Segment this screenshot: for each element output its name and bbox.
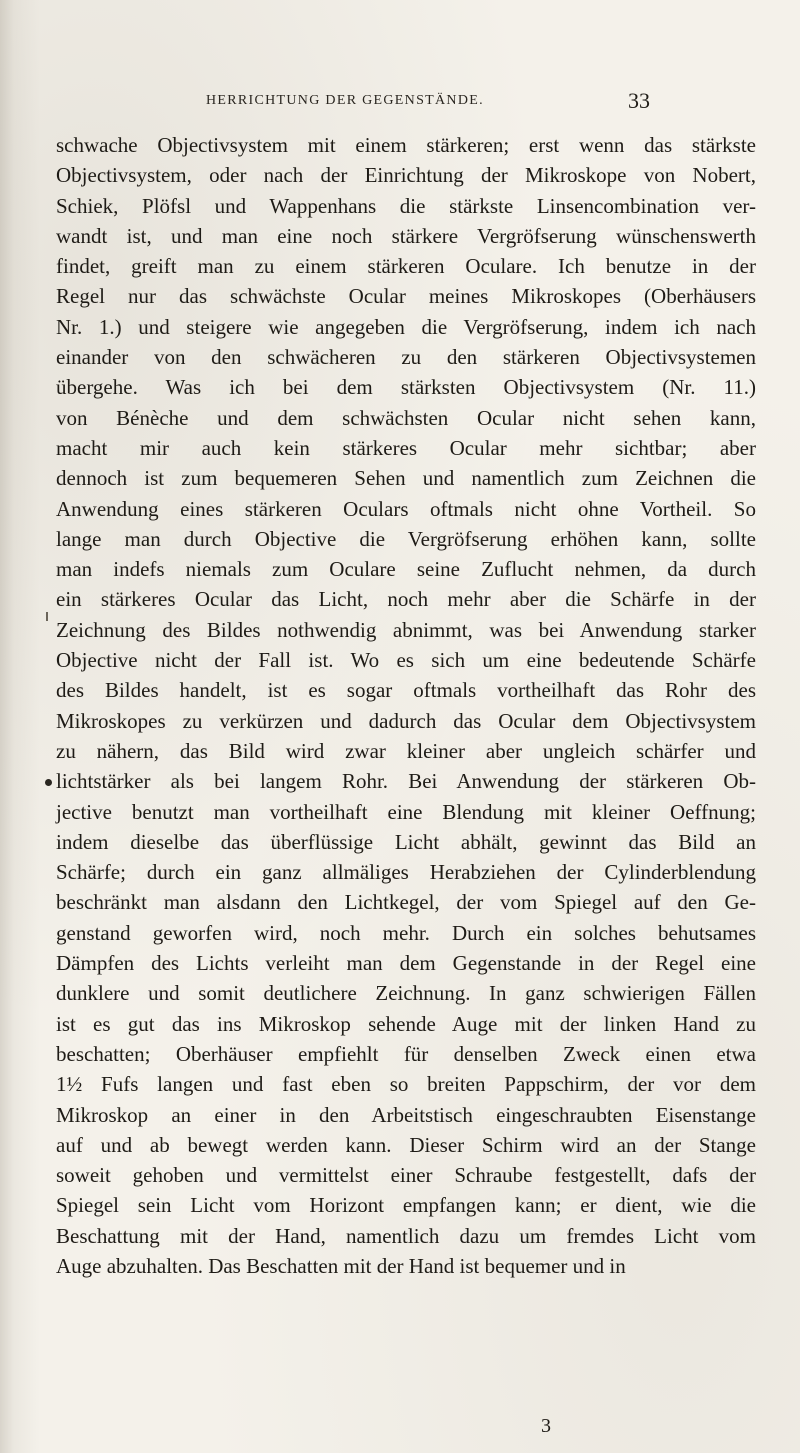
text-line: indem dieselbe das überflüssige Licht abhält, gewinnt das Bild an (56, 829, 756, 854)
text-line: Objective nicht der Fall ist. Wo es sich um eine bedeutende Schärfe (56, 648, 756, 673)
text-line: Schiek, Plöfsl und Wappenhans die stärkste Linsencombination ver- (56, 193, 756, 218)
text-line: auf und ab bewegt werden kann. Dieser Schirm wird an der Stange (56, 1132, 756, 1157)
text-line: 1½ Fufs langen und fast eben so breiten Pappschirm, der vor dem (56, 1072, 756, 1097)
text-line: beschatten; Oberhäuser empfiehlt für denselben Zweck einen etwa (56, 1041, 756, 1066)
text-line: Spiegel sein Licht vom Horizont empfangen kann; er dient, wie die (56, 1193, 756, 1218)
text-line: man indefs niemals zum Oculare seine Zuflucht nehmen, da durch (56, 557, 756, 582)
text-line: Mikroskop an einer in den Arbeitstisch eingeschraubten Eisenstange (56, 1102, 756, 1127)
page-number: 33 (628, 88, 650, 113)
signature-mark: 3 (541, 1415, 551, 1437)
text-line: Dämpfen des Lichts verleiht man dem Gegenstande in der Regel eine (56, 951, 756, 976)
text-line: jective benutzt man vortheilhaft eine Blendung mit kleiner Oeffnung; (56, 799, 756, 824)
text-line: übergehe. Was ich bei dem stärksten Objectivsystem (Nr. 11.) (56, 375, 756, 400)
text-line: von Bénèche und dem schwächsten Ocular nicht sehen kann, (56, 405, 756, 430)
text-line: macht mir auch kein stärkeres Ocular mehr sichtbar; aber (56, 435, 756, 460)
text-line: lichtstärker als bei langem Rohr. Bei Anwendung der stärkeren Ob- (56, 769, 756, 794)
text-line: lange man durch Objective die Vergröfserung erhöhen kann, sollte (56, 526, 756, 551)
text-line: Schärfe; durch ein ganz allmäliges Herabziehen der Cylinderblendung (56, 860, 756, 885)
text-line: Anwendung eines stärkeren Oculars oftmals nicht ohne Vortheil. So (56, 496, 756, 521)
text-line: ist es gut das ins Mikroskop sehende Auge mit der linken Hand zu (56, 1011, 756, 1036)
text-line: Zeichnung des Bildes nothwendig abnimmt, was bei Anwendung starker (56, 617, 756, 642)
text-line: ein stärkeres Ocular das Licht, noch mehr aber die Schärfe in der (56, 587, 756, 612)
text-line: wandt ist, und man eine noch stärkere Vergröfserung wünschenswerth (56, 223, 756, 248)
text-line: Nr. 1.) und steigere wie angegeben die Vergröfserung, indem ich nach (56, 314, 756, 339)
text-line: Beschattung mit der Hand, namentlich dazu um fremdes Licht vom (56, 1223, 756, 1248)
text-line: soweit gehoben und vermittelst einer Schraube festgestellt, dafs der (56, 1163, 756, 1188)
body-text (56, 130, 756, 1281)
text-line: Objectivsystem, oder nach der Einrichtung der Mikroskope von Nobert, (56, 163, 756, 188)
running-head: HERRICHTUNG DER GEGENSTÄNDE. (206, 93, 484, 108)
margin-mark (46, 612, 48, 621)
text-line: findet, greift man zu einem stärkeren Oculare. Ich benutze in der (56, 254, 756, 279)
text-line: schwache Objectivsystem mit einem stärkeren; erst wenn das stärkste (56, 133, 756, 157)
text-line: Mikroskopes zu verkürzen und dadurch das Ocular dem Objectivsystem (56, 708, 756, 733)
text-line: beschränkt man alsdann den Lichtkegel, der vom Spiegel auf den Ge- (56, 890, 756, 915)
text-line: dunklere und somit deutlichere Zeichnung. In ganz schwierigen Fällen (56, 981, 756, 1006)
text-line: Auge abzuhalten. Das Beschatten mit der Hand ist bequemer und in (56, 1253, 626, 1278)
text-line: genstand geworfen wird, noch mehr. Durch ein solches behutsames (56, 920, 756, 945)
margin-dot (45, 779, 52, 786)
text-line: einander von den schwächeren zu den stärkeren Objectivsystemen (56, 345, 756, 370)
text-line: Regel nur das schwächste Ocular meines Mikroskopes (Oberhäusers (56, 284, 756, 309)
text-line: zu nähern, das Bild wird zwar kleiner aber ungleich schärfer und (56, 738, 756, 763)
text-line: dennoch ist zum bequemeren Sehen und namentlich zum Zeichnen die (56, 466, 756, 491)
text-line: des Bildes handelt, ist es sogar oftmals vortheilhaft das Rohr des (56, 678, 756, 703)
